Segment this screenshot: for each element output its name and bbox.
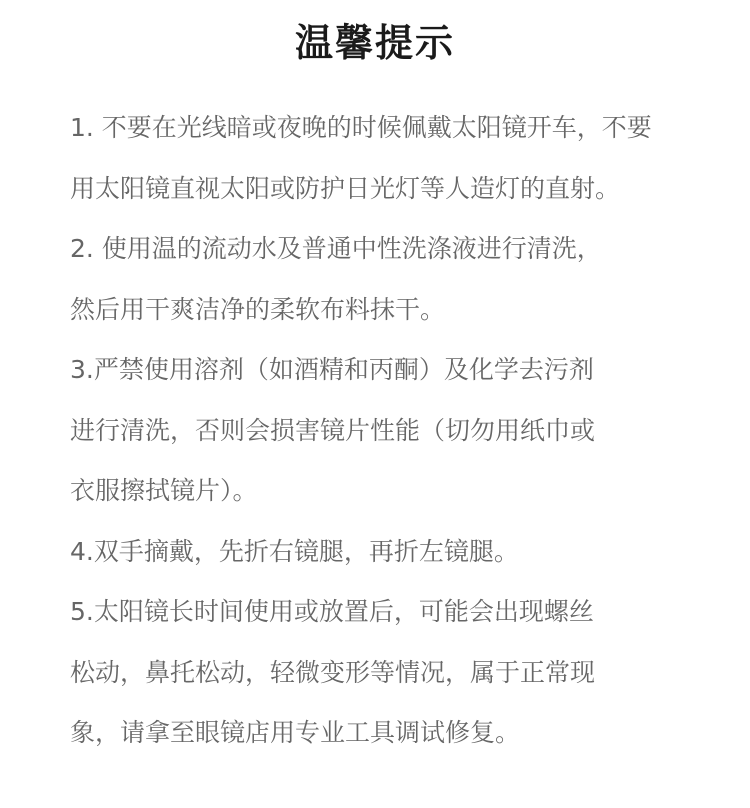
tip-line-3: 2. 使用温的流动水及普通中性洗涤液进行清洗，	[70, 234, 602, 263]
tip-line-2: 用太阳镜直视太阳或防护日光灯等人造灯的直射。	[70, 173, 621, 203]
tip-line-10: 松动，鼻托松动，轻微变形等情况，属于正常现	[70, 657, 596, 687]
tip-line-5: 3.严禁使用溶剂（如酒精和丙酮）及化学去污剂	[70, 355, 594, 384]
tip-line-7: 衣服擦拭镜片）。	[70, 476, 258, 505]
tip-line-9: 5.太阳镜长时间使用或放置后，可能会出现螺丝	[70, 597, 594, 626]
tip-line-8: 4.双手摘戴，先折右镜腿，再折左镜腿。	[70, 536, 519, 566]
tip-line-1: 1. 不要在光线暗或夜晚的时候佩戴太阳镜开车，不要	[70, 113, 652, 142]
tip-line-4: 然后用干爽洁净的柔软布料抹干。	[70, 294, 446, 324]
tips-body	[70, 108, 740, 774]
page-title: 温馨提示	[294, 21, 455, 65]
tip-line-6: 进行清洗，否则会损害镜片性能（切勿用纸巾或	[70, 415, 596, 445]
tip-line-11: 象，请拿至眼镜店用专业工具调试修复。	[70, 718, 521, 747]
